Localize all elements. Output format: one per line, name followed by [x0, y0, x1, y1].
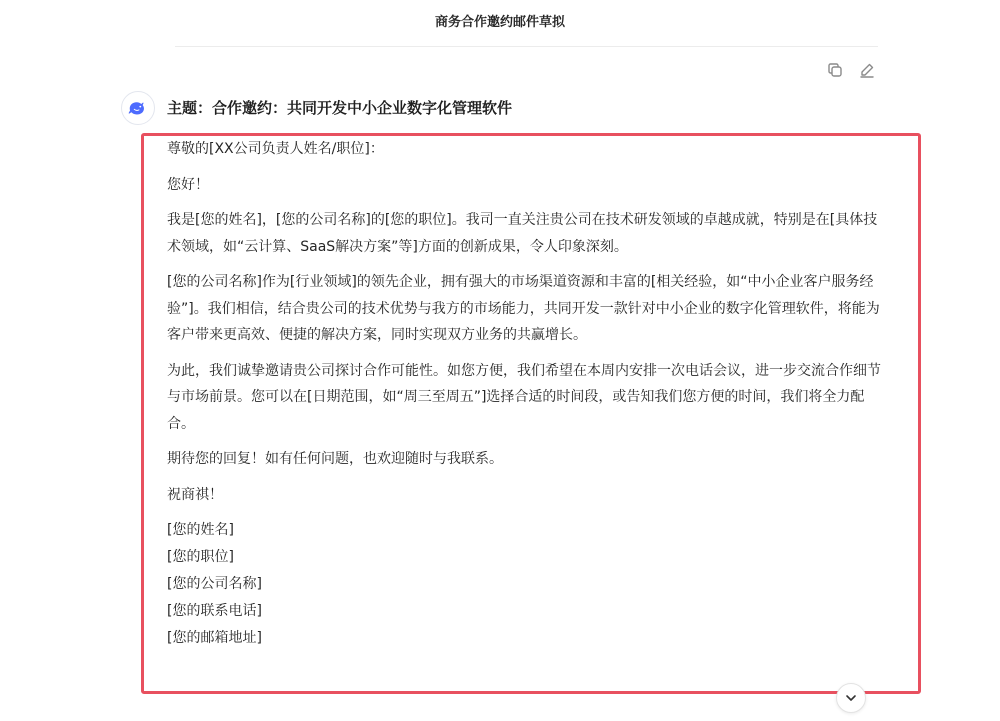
- divider: [175, 46, 878, 47]
- whale-logo-icon: [127, 97, 149, 119]
- assistant-avatar: [121, 91, 155, 125]
- signature-line: [您的姓名]: [167, 522, 234, 538]
- conversation-title: 商务合作邀约邮件草拟: [434, 15, 565, 30]
- email-subject: 主题：合作邀约：共同开发中小企业数字化管理软件: [167, 99, 513, 117]
- email-paragraph: 为此，我们诚挚邀请贵公司探讨合作可能性。如您方便，我们希望在本周内安排一次电话会议，进一步交流合作细节与市场前景。您可以在[日期范围，如“周三至周五”]选择合适的时间段，或告知我们您方便的时间，我们将全力配合。: [167, 362, 881, 432]
- email-body: [167, 136, 887, 652]
- top-bar: [0, 0, 1000, 42]
- signature-line: [您的公司名称]: [167, 576, 262, 592]
- signature-line: [您的职位]: [167, 549, 234, 565]
- copy-icon[interactable]: [825, 60, 845, 80]
- email-greeting: 尊敬的[XX公司负责人姓名/职位]：: [167, 141, 384, 157]
- email-paragraph: [您的公司名称]作为[行业领域]的领先企业，拥有强大的市场渠道资源和丰富的[相关经验，如“中小企业客户服务经验”]。我们相信，结合贵公司的技术优势与我方的市场能力，共同开发一款针对中小企业的数字化管理软件，将能为客户带来更高效、便捷的解决方案，同时实现双方业务的共赢增长。: [167, 274, 880, 343]
- edit-icon[interactable]: [857, 60, 877, 80]
- signature-line: [您的联系电话]: [167, 603, 262, 619]
- chevron-down-icon: [844, 691, 858, 705]
- signature-line: [您的邮箱地址]: [167, 630, 262, 646]
- email-paragraph: 期待您的回复！如有任何问题，也欢迎随时与我联系。: [167, 451, 503, 467]
- scroll-to-bottom-button[interactable]: [836, 683, 866, 713]
- email-salutation: 您好！: [167, 176, 209, 193]
- email-closing: 祝商祺！: [167, 486, 223, 503]
- email-paragraph: 我是[您的姓名]，[您的公司名称]的[您的职位]。我司一直关注贵公司在技术研发领域的卓越成就，特别是在[具体技术领域，如“云计算、SaaS解决方案”等]方面的创新成果，令人印象深刻。: [167, 212, 878, 255]
- email-signature: [167, 517, 887, 652]
